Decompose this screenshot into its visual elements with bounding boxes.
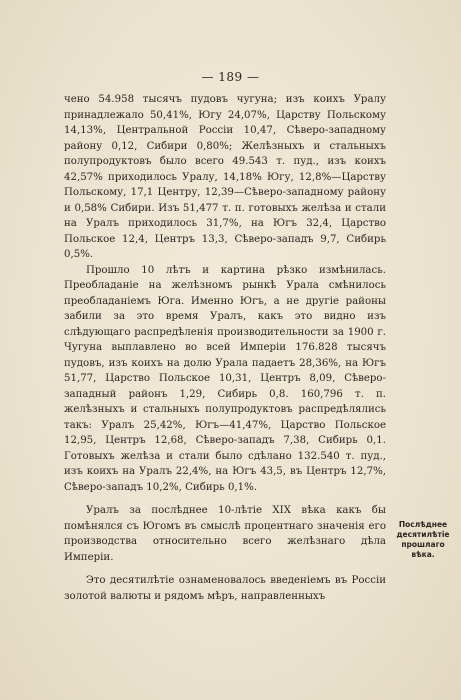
paragraph-1: чено 54.958 тысячъ пудовъ чугуна; изъ коихъ Уралу принадлежало 50,41%, Югу 24,07%, Царству Польскому 14,13%, Центральной Россіи 10,47, Сѣверо-западному району 0,12, Сибири 0,80%; Желѣзныхъ и стальныхъ полупродуктовъ было всего 49.543 т. пуд., изъ коихъ 42,57% приходилось Уралу, 14,18% Югу, 12,8%—Царству Польскому, 17,1 Центру, 12,39—Сѣверо-западному району и 0,58% Сибири. Изъ 51,477 т. п. готовыхъ желѣза и стали на Уралъ приходилось 31,7%, на Югъ 32,4, Царство Польское 12,4, Центръ 13,3, Сѣверо-западъ 9,7, Сибирь 0,5%.: [64, 94, 386, 260]
paragraph-2: Прошло 10 лѣтъ и картина рѣзко измѣнилась. Преобладаніе на желѣзномъ рынкѣ Урала смѣнилось преобладаніемъ Юга. Именно Югъ, а не другіе районы забили за это время Уралъ, какъ это видно изъ слѣдующаго распредѣленія производительности за 1900 г. Чугуна выплавлено во всей Имперіи 176.828 тысячъ пудовъ, изъ коихъ на долю Урала падаетъ 28,36%, на Югъ 51,77, Царство Польское 10,31, Центръ 8,09, Сѣверо-западный районъ 1,29, Сибирь 0,8. 160,796 т. п. желѣзныхъ и стальныхъ полупродуктовъ распредѣлялись такъ: Уралъ 25,42%, Югъ—41,47%, Царство Польское 12,95, Центръ 12,68, Сѣверо-западъ 7,38, Сибирь 0,1. Готовыхъ желѣза и стали было сдѣлано 132.540 т. пуд., изъ коихъ на Уралъ 22,4%, на Югъ 43,5, въ Центръ 12,7%, Сѣверо-западъ 10,2%, Сибирь 0,1%.: [64, 264, 386, 493]
paragraph-4: Это десятилѣтіе ознаменовалось введеніемъ въ Россіи золотой валюты и рядомъ мѣръ, направленныхъ: [64, 575, 386, 602]
page-number: — 189 —: [201, 70, 260, 84]
body-text: [64, 92, 386, 604]
margin-note: Послѣднее десятилѣтіе прошлаго вѣка.: [396, 520, 450, 559]
paragraph-3: Уралъ за послѣднее 10-лѣтіе XIX вѣка какъ бы помѣнялся съ Югомъ въ смыслѣ процентнаго значенія его производства относительно всего желѣзнаго дѣла Имперіи.: [64, 505, 386, 563]
